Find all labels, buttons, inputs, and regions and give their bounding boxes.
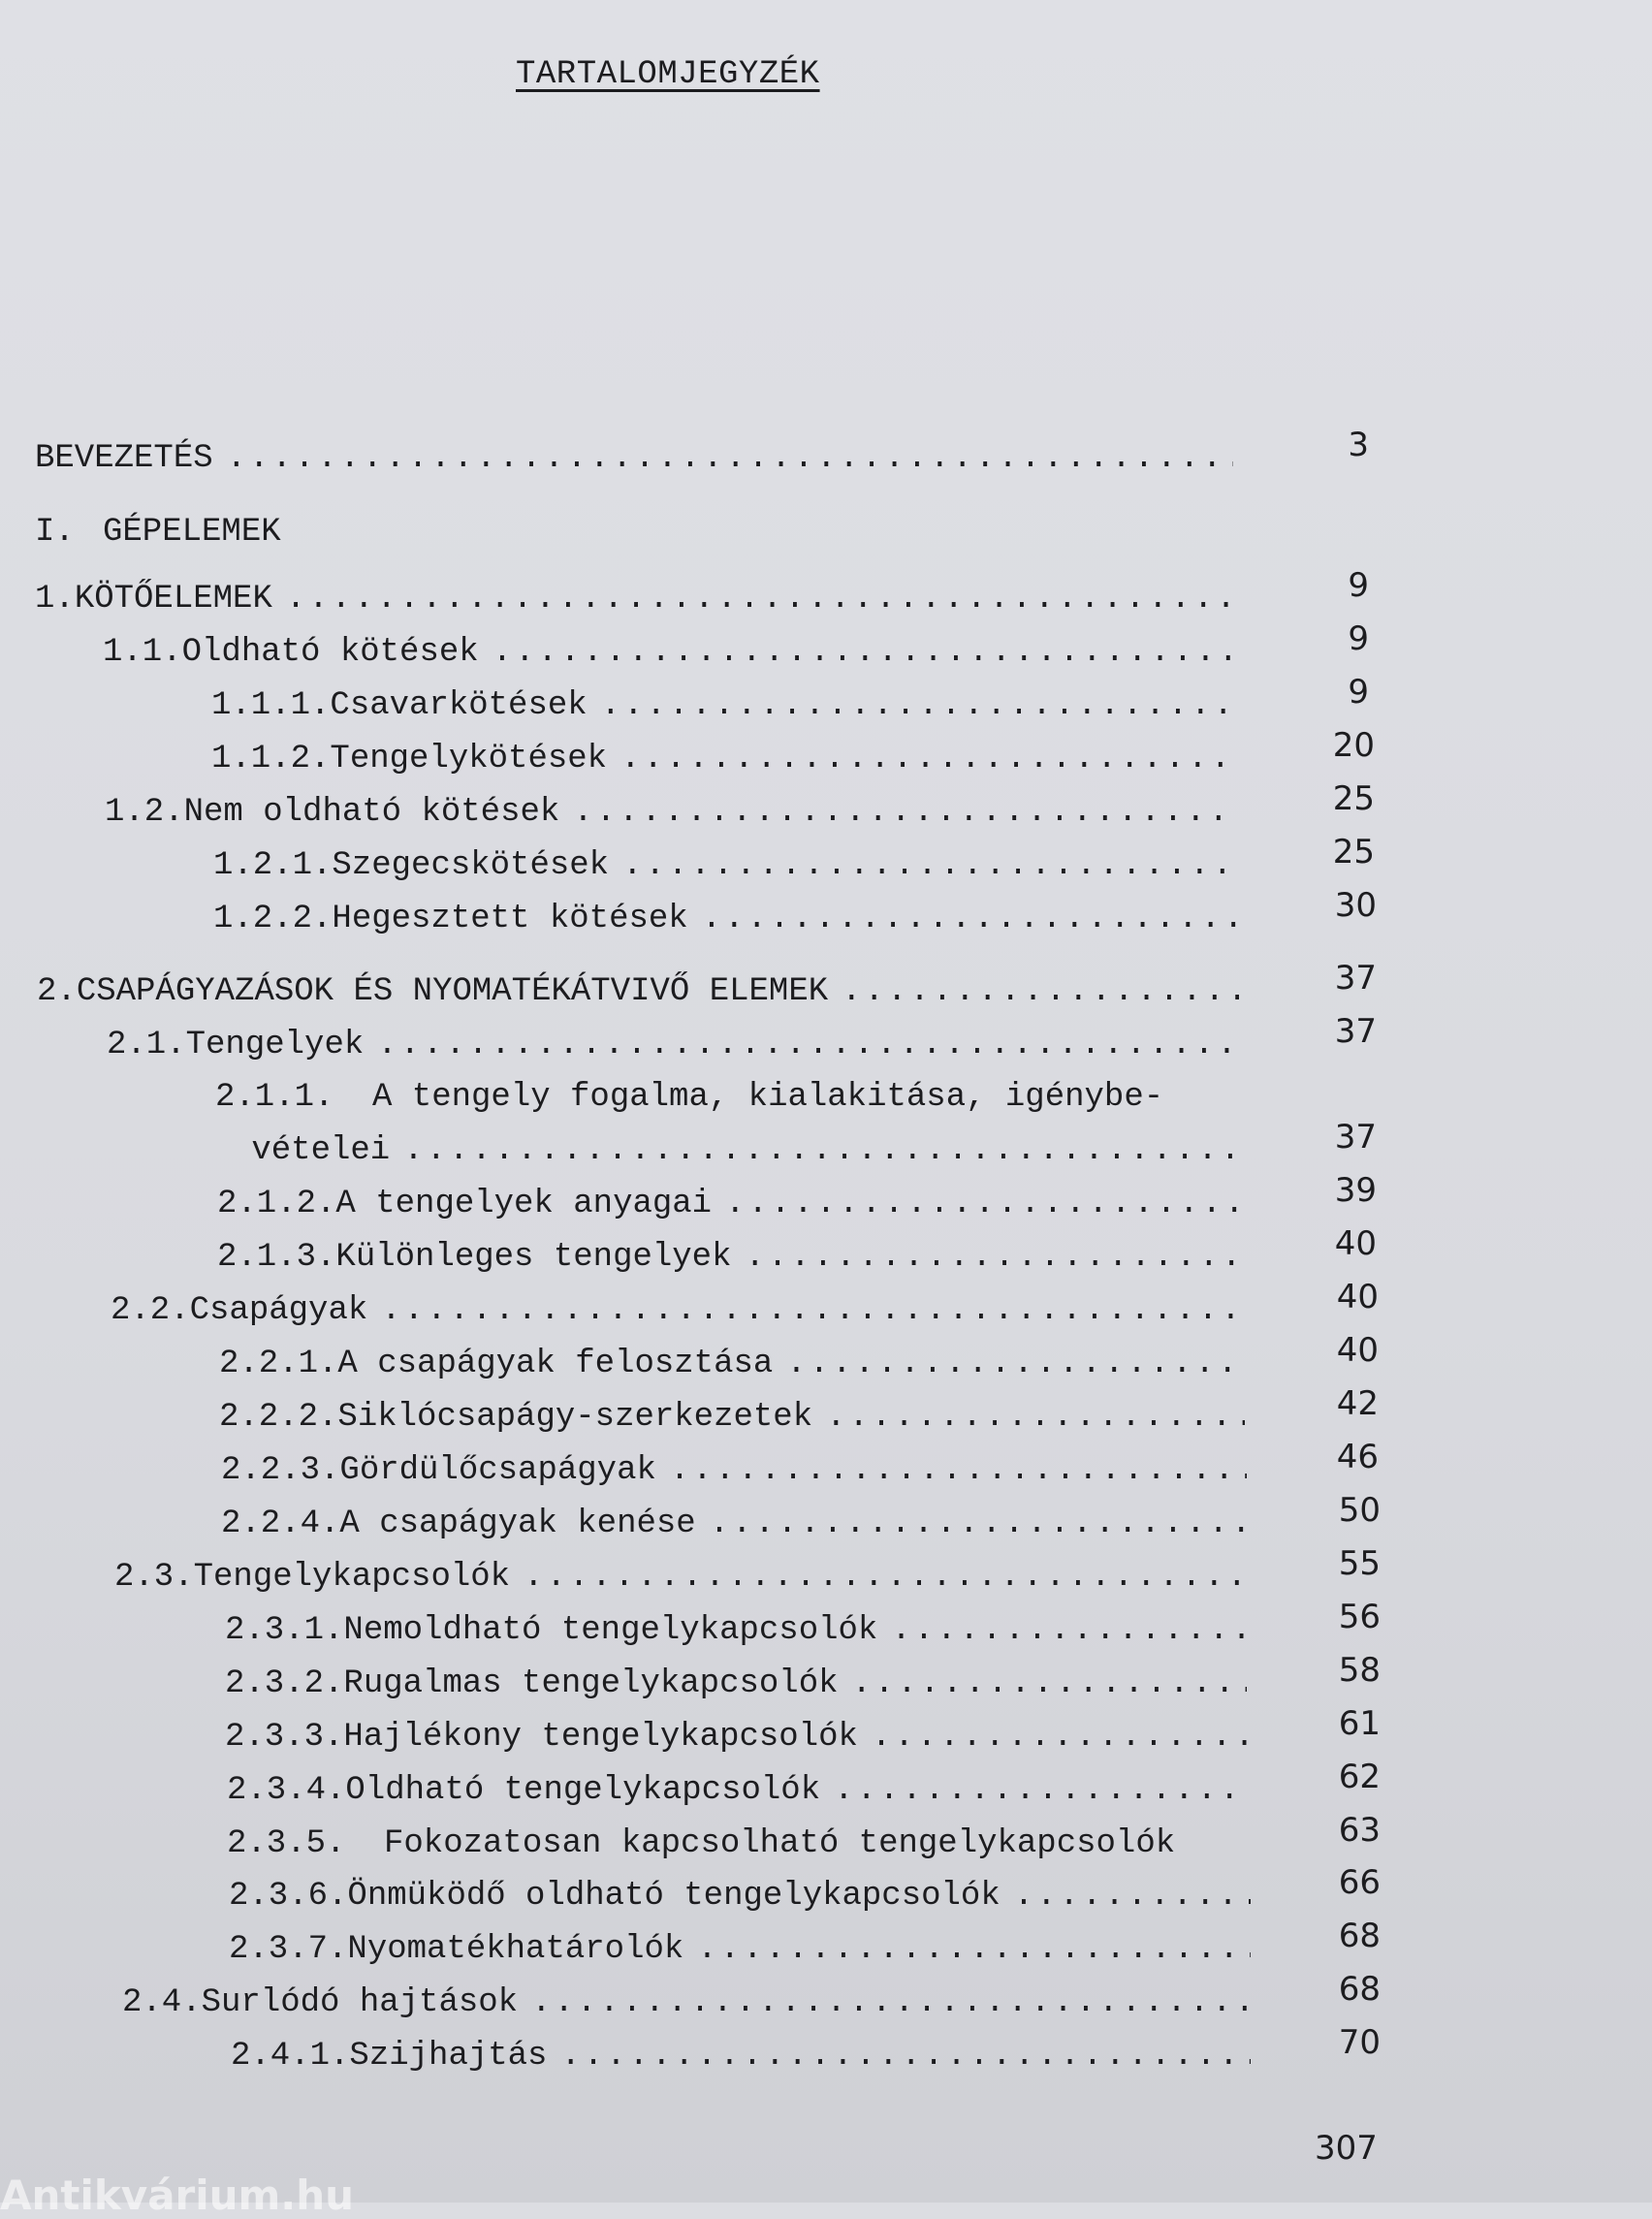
toc-page-number: 30 (1334, 886, 1377, 925)
toc-entry-title: CSAPÁGYAZÁSOK ÉS NYOMATÉKÁTVIVŐ ELEMEK (76, 973, 829, 1010)
toc-entry-number: 2.2.3. (221, 1452, 340, 1489)
toc-entry-number: 2.1.2. (217, 1186, 336, 1222)
toc-entry (35, 512, 1260, 553)
toc-entry (217, 1237, 1243, 1278)
toc-entry-number: 1.2. (105, 794, 184, 831)
toc-entry-number: 2.3. (114, 1559, 194, 1596)
toc-entry-title: A tengelyek anyagai (335, 1186, 713, 1222)
toc-page-number: 66 (1338, 1863, 1381, 1902)
toc-entry-number: 2.2.1. (219, 1346, 338, 1382)
toc-page-number: 9 (1348, 673, 1369, 712)
dot-leader (622, 845, 1237, 886)
toc-entry (111, 1290, 1243, 1331)
toc-page-number: 40 (1336, 1278, 1379, 1316)
toc-page-number: 70 (1338, 2023, 1381, 2062)
toc-page-number: 37 (1334, 959, 1377, 998)
toc-entry-title: Csavarkötések (330, 687, 588, 724)
toc-entry (229, 1876, 1251, 1917)
toc-entry-title: Tengelyek (185, 1027, 365, 1063)
dot-leader (381, 1290, 1243, 1331)
toc-page-number: 56 (1338, 1598, 1381, 1636)
page-title: TARTALOMJEGYZÉK (516, 56, 820, 93)
dot-leader (852, 1664, 1247, 1704)
toc-entry (213, 845, 1237, 886)
toc-entry-number: 2.4. (122, 1984, 202, 2021)
toc-page-number: 25 (1332, 779, 1375, 818)
toc-entry-number: BEVEZETÉS (35, 440, 213, 477)
toc-entry (221, 1504, 1247, 1544)
toc-entry-number: 2.3.2. (225, 1665, 344, 1702)
toc-entry (215, 1077, 1260, 1118)
toc-entry-number: 1.1. (103, 634, 182, 671)
toc-page-number: 9 (1348, 566, 1369, 605)
toc-entry (107, 1025, 1239, 1065)
dot-leader (531, 1982, 1251, 2023)
dot-leader (725, 1184, 1241, 1224)
toc-entry-number: 2.3.6. (229, 1878, 348, 1915)
toc-page-number: 61 (1338, 1704, 1381, 1743)
toc-entry-title: Fokozatosan kapcsolható tengelykapcsolók (384, 1825, 1176, 1862)
toc-entry-number: 2.2.2. (219, 1399, 338, 1436)
toc-page-number: 62 (1338, 1758, 1381, 1796)
toc-entry (225, 1717, 1247, 1758)
toc-page-number: 40 (1334, 1224, 1377, 1263)
dot-leader (377, 1025, 1239, 1065)
toc-entry (35, 579, 1233, 619)
dot-leader (834, 1770, 1249, 1811)
toc-entry-title: Nemoldható tengelykapcsolók (343, 1612, 878, 1649)
toc-entry-number: 2.3.5. (227, 1825, 346, 1862)
toc-entry-title: Oldható kötések (181, 634, 479, 671)
toc-page-number: 39 (1334, 1171, 1377, 1210)
toc-entry-number: 2.3.4. (227, 1772, 346, 1809)
toc-entry (225, 1610, 1247, 1651)
toc-page-number: 55 (1338, 1544, 1381, 1583)
dot-leader (573, 792, 1237, 833)
toc-entry-title: Rugalmas tengelykapcsolók (343, 1665, 839, 1702)
toc-entry (213, 899, 1237, 939)
toc-entry-title: Nyomatékhatárolók (347, 1931, 684, 1968)
toc-entry-title: Szegecskötések (332, 847, 610, 884)
toc-entry (211, 739, 1237, 779)
toc-entry-title: Tengelykapcsolók (193, 1559, 511, 1596)
toc-entry-number: 2.1.1. (215, 1079, 334, 1116)
toc-entry-title: Különleges tengelyek (335, 1239, 732, 1276)
dot-leader (492, 632, 1233, 673)
toc-entry (105, 792, 1237, 833)
toc-entry-title: GÉPELEMEK (103, 514, 281, 551)
toc-page-number: 37 (1334, 1012, 1377, 1051)
toc-page-number: 3 (1348, 426, 1369, 464)
toc-page-number: 63 (1338, 1811, 1381, 1850)
dot-leader (702, 899, 1237, 939)
toc-entry-number: 2.2. (111, 1292, 190, 1329)
dot-leader (891, 1610, 1247, 1651)
toc-entry-title: Surlódó hajtások (201, 1984, 519, 2021)
toc-entry-number: 2.4.1. (231, 2038, 350, 2075)
dot-leader (227, 438, 1233, 479)
toc-entry (229, 1929, 1251, 1970)
dot-leader (786, 1344, 1243, 1384)
toc-entry-number: 1. (35, 581, 75, 618)
toc-entry-title: Hajlékony tengelykapcsolók (343, 1719, 858, 1756)
dot-leader (1014, 1876, 1251, 1917)
toc-entry (211, 685, 1233, 726)
toc-entry-title: Oldható tengelykapcsolók (345, 1772, 821, 1809)
toc-entry-number: 2.1.3. (217, 1239, 336, 1276)
toc-entry-title: vételei (251, 1132, 391, 1169)
toc-entry-title: Csapágyak (189, 1292, 368, 1329)
dot-leader (286, 579, 1233, 619)
toc-entry (227, 1770, 1249, 1811)
toc-entry (217, 1184, 1241, 1224)
toc-entry-title: KÖTŐELEMEK (74, 581, 272, 618)
toc-page-number: 46 (1336, 1438, 1379, 1476)
toc-entry (219, 1344, 1243, 1384)
toc-entry-number: 2.1. (107, 1027, 186, 1063)
dot-leader (524, 1557, 1247, 1598)
toc-entry-number: 2.2.4. (221, 1506, 340, 1542)
dot-leader (872, 1717, 1247, 1758)
toc-page-number: 9 (1348, 619, 1369, 658)
dot-leader (403, 1130, 1241, 1171)
toc-entry-title: Nem oldható kötések (183, 794, 560, 831)
toc-page-number: 25 (1332, 833, 1375, 872)
toc-entry (103, 632, 1233, 673)
toc-entry (35, 438, 1233, 479)
toc-page-number: 40 (1336, 1331, 1379, 1370)
toc-entry (227, 1823, 1313, 1864)
toc-entry (215, 1130, 1241, 1171)
toc-entry (219, 1397, 1245, 1438)
toc-entry (231, 2036, 1251, 2076)
toc-entry-number: 1.1.1. (211, 687, 331, 724)
toc-entry-title: Siklócsapágy-szerkezetek (337, 1399, 813, 1436)
toc-entry-title: A csapágyak felosztása (337, 1346, 774, 1382)
toc-page-number: 50 (1338, 1491, 1381, 1530)
toc-entry (114, 1557, 1247, 1598)
toc-entry-number: 1.1.2. (211, 741, 331, 777)
dot-leader (620, 739, 1237, 779)
dot-leader (697, 1929, 1251, 1970)
toc-entry (37, 971, 1239, 1012)
dot-leader (670, 1450, 1247, 1491)
toc-page-number: 68 (1338, 1970, 1381, 2009)
toc-entry (221, 1450, 1247, 1491)
toc-entry-number: 2.3.1. (225, 1612, 344, 1649)
dot-leader (601, 685, 1233, 726)
toc-entry-number: 2. (37, 973, 77, 1010)
toc-entry (225, 1664, 1247, 1704)
toc-entry-title: Tengelykötések (330, 741, 608, 777)
toc-entry-title: A tengely fogalma, kialakitása, igénybe- (372, 1079, 1164, 1116)
dot-leader (746, 1237, 1244, 1278)
dot-leader (826, 1397, 1245, 1438)
toc-entry-title: Hegesztett kötések (332, 901, 688, 937)
toc-entry-title: Önmüködő oldható tengelykapcsolók (347, 1878, 1001, 1915)
toc-entry-title: A csapágyak kenése (339, 1506, 696, 1542)
toc-entry-number: 1.2.1. (213, 847, 333, 884)
toc-page-number: 37 (1334, 1118, 1377, 1157)
toc-entry-title: Gördülőcsapágyak (339, 1452, 656, 1489)
dot-leader (710, 1504, 1247, 1544)
toc-entry-number: 1.2.2. (213, 901, 333, 937)
dot-leader (560, 2036, 1251, 2076)
toc-page-number: 42 (1336, 1384, 1379, 1423)
page-number: 307 (1315, 2129, 1378, 2168)
toc-page-number: 20 (1332, 726, 1375, 765)
dot-leader (842, 971, 1239, 1012)
toc-entry-number: 2.3.7. (229, 1931, 348, 1968)
toc-entry-number: 2.3.3. (225, 1719, 344, 1756)
toc-page-number: 68 (1338, 1917, 1381, 1955)
toc-entry (122, 1982, 1251, 2023)
toc-entry-title: Szijhajtás (349, 2038, 548, 2075)
toc-entry-number: I. (35, 514, 75, 551)
watermark: Antikvárium.hu (0, 2171, 355, 2219)
toc-page-number: 58 (1338, 1651, 1381, 1690)
